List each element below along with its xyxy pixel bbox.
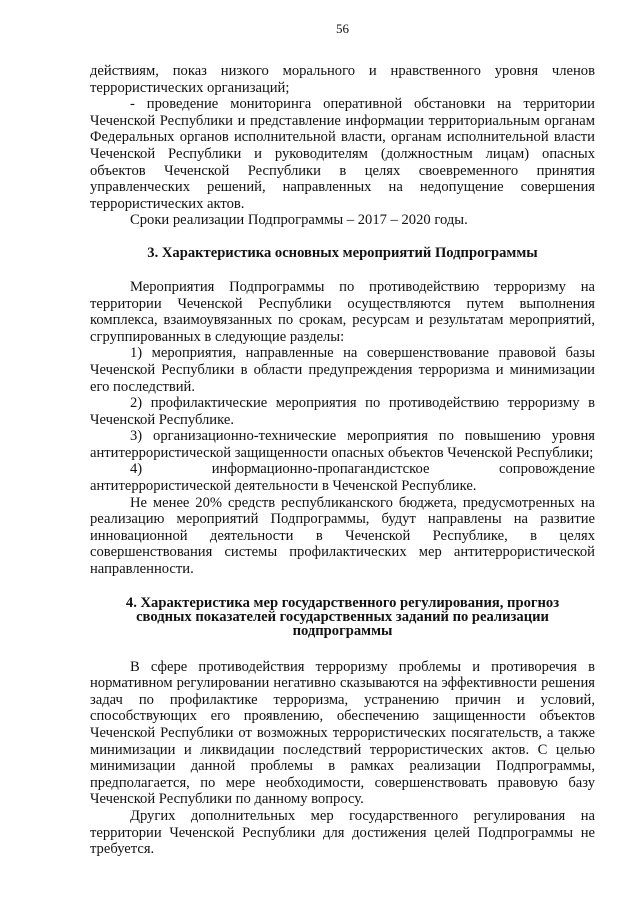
section-4-paragraph-1: В сфере противодействия терроризму проблемы и противоречия в нормативном регулировании негативно сказываются на эффективности решения задач по профилактике терроризма, устранению причин и условий, способствующих его проявлению, обеспечению защищенности объектов Чеченской Республики от возможных террористических посягательств, а также минимизации и ликвидации последствий террористических актов. С целью минимизации данной проблемы в рамках реализации Подпрограммы, предполагается, по мере необходимости, совершенствовать правовую базу Чеченской Республики по данному вопросу. <box>90 658 595 808</box>
document-body <box>90 63 595 858</box>
terms-paragraph: Сроки реализации Подпрограммы – 2017 – 2020 годы. <box>130 212 468 229</box>
section-3-item-4: 4) информационно-пропагандистское сопровождение антитеррористической деятельности в Чеченской Республике. <box>90 461 595 495</box>
section-3-item-2: 2) профилактические мероприятия по противодействию терроризму в Чеченской Республике. <box>90 395 595 428</box>
continuation-paragraph: действиям, показ низкого морального и нравственного уровня членов террористических организаций; <box>90 63 595 96</box>
section-4-heading <box>90 596 595 638</box>
section-4-paragraph-2: Других дополнительных мер государственного регулирования на территории Чеченской Республики для достижения целей Подпрограммы не требуется. <box>90 807 595 858</box>
monitoring-paragraph: - проведение мониторинга оперативной обстановки на территории Чеченской Республики и представление информации территориальным органам Федеральных органов исполнительной власти, органам исполнительной власти Чеченской Республики и руководителям (должностным лицам) опасных объектов Чеченской Республики в целях своевременного принятия управленческих решений, направленных на недопущение совершения террористических актов. <box>90 96 595 212</box>
section-4-heading-line-2: сводных показателей государственных заданий по реализации <box>136 608 549 625</box>
section-3-intro: Мероприятия Подпрограммы по противодействию терроризму на территории Чеченской Республики осуществляются путем выполнения комплекса, взаимоувязанных по срокам, ресурсам и результатам мероприятий, сгруппированных в следующие разделы: <box>90 278 595 345</box>
section-4-heading-line-3: подпрограммы <box>292 622 393 639</box>
section-3-heading: 3. Характеристика основных мероприятий Подпрограммы <box>147 244 538 261</box>
section-3-budget-paragraph: Не менее 20% средств республиканского бюджета, предусмотренных на реализацию мероприятий Подпрограммы, будут направлены на развитие инновационной деятельности в Чеченской Республике, в целях совершенствования системы профилактических мер антитеррористической направленности. <box>90 494 595 578</box>
section-3-item-3: 3) организационно-технические мероприятия по повышению уровня антитеррористической защищенности опасных объектов Чеченской Республики; <box>90 428 595 461</box>
page-number: 56 <box>336 21 349 36</box>
section-3-item-1: 1) мероприятия, направленные на совершенствование правовой базы Чеченской Республики в области предупреждения терроризма и минимизации его последствий. <box>90 345 595 395</box>
section-4-heading-line-1: 4. Характеристика мер государственного регулирования, прогноз <box>125 594 560 611</box>
